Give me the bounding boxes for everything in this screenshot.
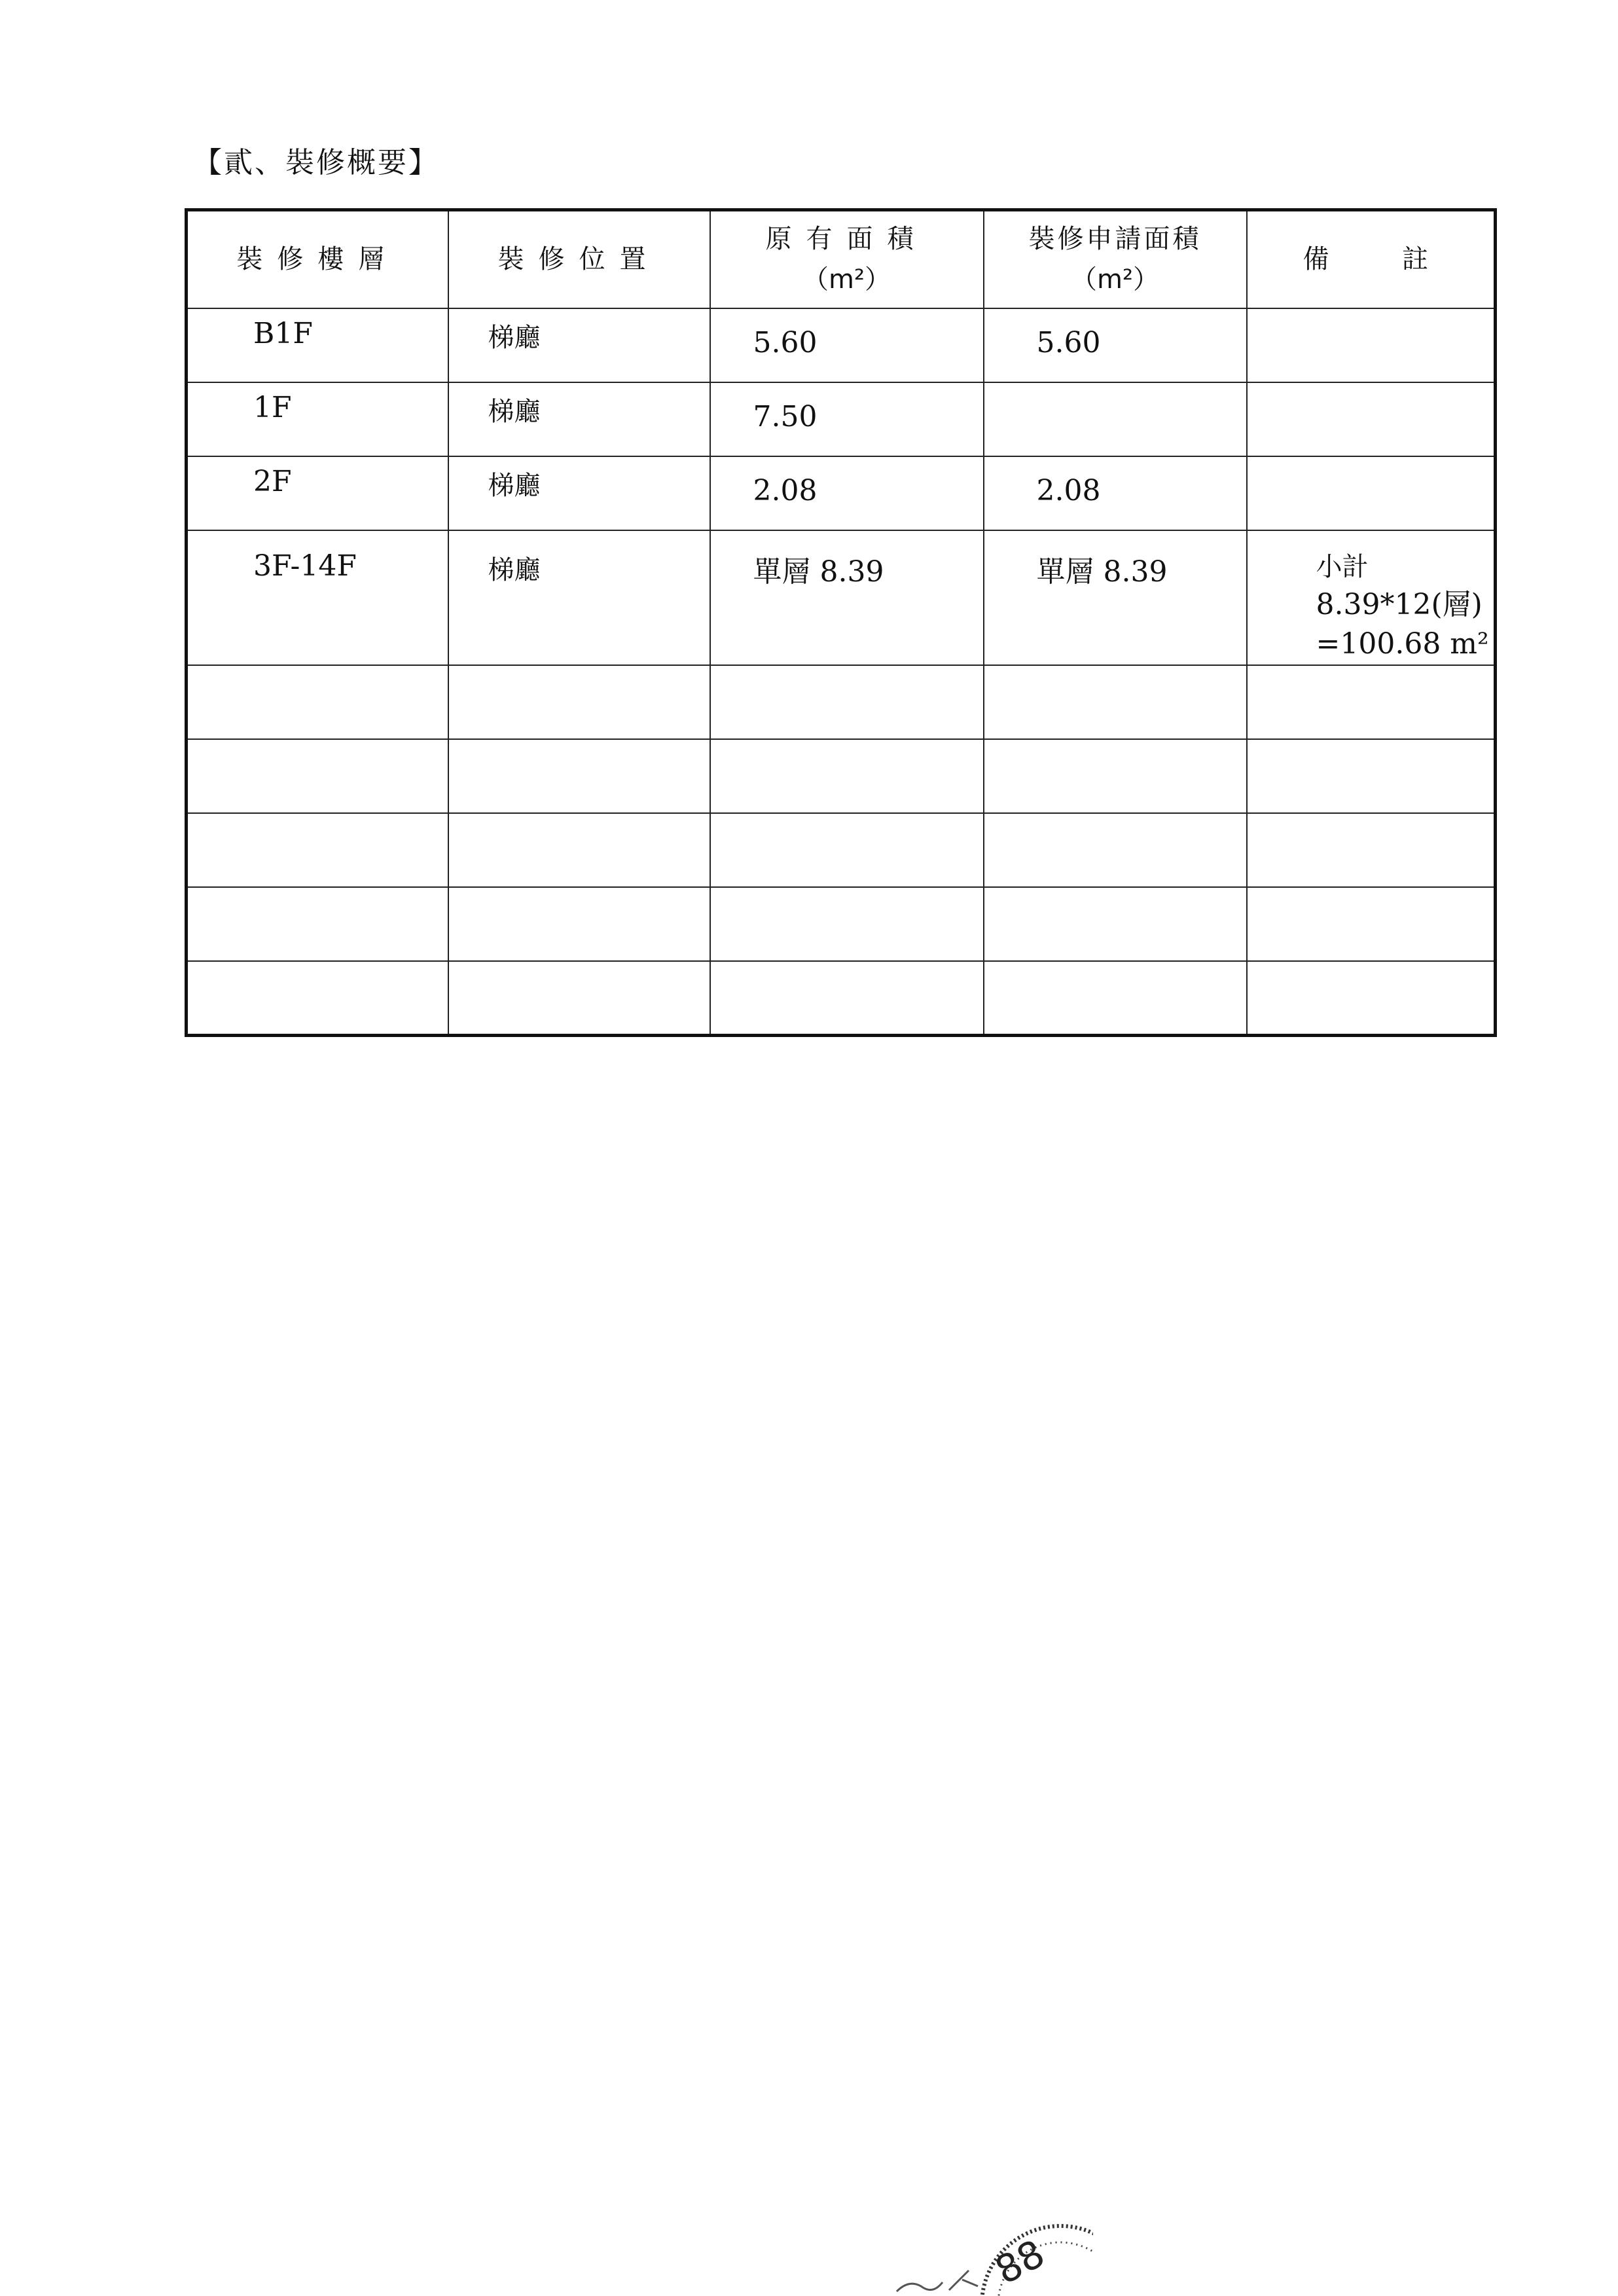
cell-position <box>448 739 710 813</box>
header-floor <box>187 210 448 308</box>
cell-apply-area <box>984 382 1247 456</box>
table-row <box>187 887 1496 961</box>
cell-position <box>448 961 710 1035</box>
cell-floor <box>187 665 448 739</box>
cell-original-area <box>710 665 984 739</box>
table-row <box>187 813 1496 887</box>
cell-note <box>1247 739 1496 813</box>
header-apply-area-label: 裝修申請面積 <box>1028 224 1202 255</box>
cell-note <box>1247 961 1496 1035</box>
cell-note <box>1247 665 1496 739</box>
cell-note <box>1247 530 1496 666</box>
cell-apply-area <box>984 961 1247 1035</box>
cell-apply-area <box>984 456 1247 530</box>
cell-original-area <box>710 530 984 666</box>
header-note-wrap <box>1248 239 1494 280</box>
cell-original-area-text: 單層 8.39 <box>753 555 884 589</box>
header-note-right: 註 <box>1402 244 1428 275</box>
cell-position <box>448 887 710 961</box>
cell-note-line: 8.39*12(層) <box>1316 587 1483 621</box>
table-row <box>187 665 1496 739</box>
cell-floor <box>187 530 448 666</box>
cell-floor-text: 2F <box>253 464 292 498</box>
cell-position <box>448 456 710 530</box>
cell-apply-area <box>984 813 1247 887</box>
cell-original-area <box>710 308 984 382</box>
cell-apply-area <box>984 739 1247 813</box>
table-row <box>187 308 1496 382</box>
header-original-area-label: 原有面積 <box>765 224 928 255</box>
table-body <box>187 308 1496 1036</box>
cell-apply-area <box>984 887 1247 961</box>
cell-original-area <box>710 961 984 1035</box>
cell-floor <box>187 813 448 887</box>
cell-apply-area-text: 2.08 <box>1036 473 1101 507</box>
cell-apply-area <box>984 308 1247 382</box>
cell-note-line: =100.68 m² <box>1316 627 1489 661</box>
cell-original-area-text: 2.08 <box>753 473 818 507</box>
cell-note <box>1247 456 1496 530</box>
header-apply-area <box>984 210 1247 308</box>
cell-original-area <box>710 456 984 530</box>
cell-note <box>1247 308 1496 382</box>
table-row <box>187 739 1496 813</box>
header-floor-label: 裝修樓層 <box>236 244 399 275</box>
cell-floor <box>187 887 448 961</box>
cell-note <box>1247 813 1496 887</box>
cell-floor-text: B1F <box>253 316 313 350</box>
cell-original-area-text: 7.50 <box>753 399 818 433</box>
header-original-area <box>710 210 984 308</box>
cell-position-text: 梯廳 <box>488 396 541 427</box>
cell-position <box>448 665 710 739</box>
cell-floor-text: 1F <box>253 390 292 424</box>
cell-original-area <box>710 382 984 456</box>
cell-floor-text: 3F-14F <box>253 549 357 583</box>
header-position <box>448 210 710 308</box>
table-row <box>187 382 1496 456</box>
header-original-area-unit: （m²） <box>802 264 891 295</box>
cell-floor <box>187 739 448 813</box>
renovation-summary-table <box>185 208 1497 1037</box>
table-row <box>187 456 1496 530</box>
section-title: 【貳、裝修概要】 <box>193 146 439 179</box>
cell-apply-area-text: 5.60 <box>1036 325 1101 359</box>
cell-original-area <box>710 739 984 813</box>
cell-position <box>448 382 710 456</box>
cell-floor <box>187 456 448 530</box>
cell-position-text: 梯廳 <box>488 470 541 501</box>
table-row <box>187 961 1496 1035</box>
cell-original-area-text: 5.60 <box>753 325 818 359</box>
header-note-left: 備 <box>1303 244 1329 275</box>
cell-note-line: 小計 <box>1316 551 1369 582</box>
official-seal-stamp <box>871 2200 1093 2296</box>
cell-apply-area <box>984 665 1247 739</box>
cell-floor <box>187 382 448 456</box>
cell-position-text: 梯廳 <box>488 555 541 585</box>
cell-position-text: 梯廳 <box>488 322 541 353</box>
header-position-label: 裝修位置 <box>497 244 660 275</box>
cell-position <box>448 530 710 666</box>
cell-note <box>1247 382 1496 456</box>
cell-floor <box>187 308 448 382</box>
cell-position <box>448 308 710 382</box>
header-apply-area-unit: （m²） <box>1071 264 1159 295</box>
stamp-text: 88 <box>988 2231 1052 2293</box>
cell-apply-area-text: 單層 8.39 <box>1036 555 1168 589</box>
cell-original-area <box>710 813 984 887</box>
table-row <box>187 530 1496 666</box>
cell-position <box>448 813 710 887</box>
cell-note <box>1247 887 1496 961</box>
cell-floor <box>187 961 448 1035</box>
cell-original-area <box>710 887 984 961</box>
table-header-row <box>187 210 1496 308</box>
cell-apply-area <box>984 530 1247 666</box>
header-note <box>1247 210 1496 308</box>
